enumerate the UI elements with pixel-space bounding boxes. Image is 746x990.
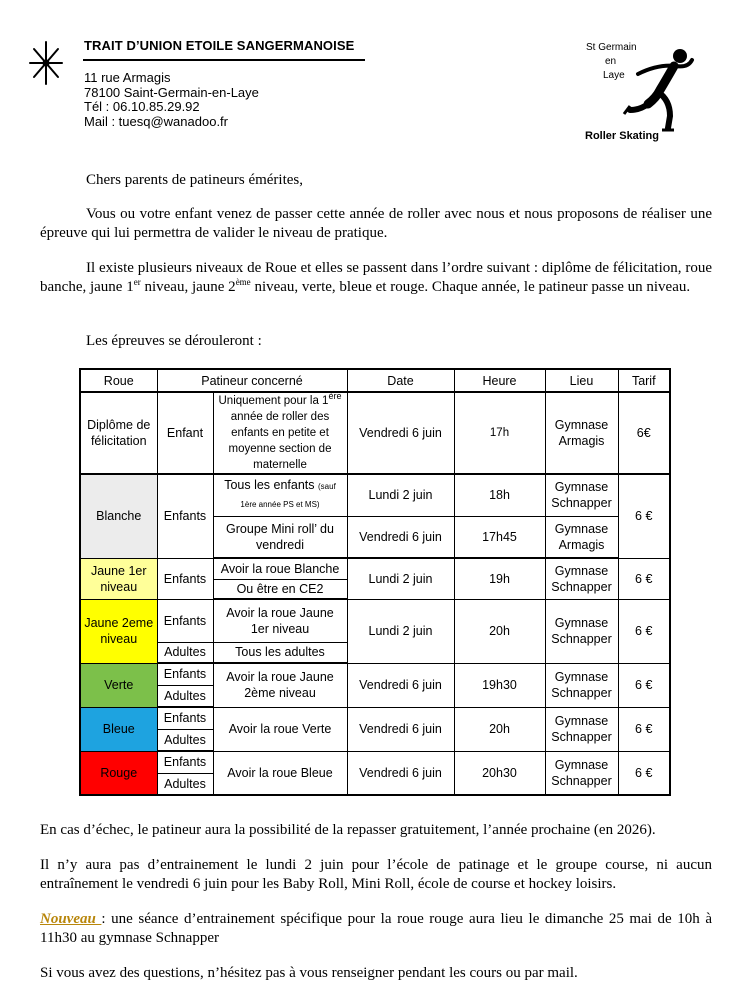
- roue-cell: Blanche: [80, 474, 157, 558]
- heure-cell: 19h30: [454, 663, 545, 707]
- roue-cell: Rouge: [80, 751, 157, 795]
- header-divider: [83, 59, 365, 61]
- club-logo: [578, 38, 698, 148]
- logo-text-line1: St Germain: [586, 42, 637, 53]
- tarif-cell: 6 €: [618, 751, 670, 795]
- heure-cell: 19h: [454, 558, 545, 599]
- patineur-cell: Enfants: [157, 558, 213, 599]
- nouveau-label: Nouveau: [40, 911, 102, 927]
- nouveau-paragraph: Nouveau : une séance d’entrainement spécifique pour la roue rouge aura lieu le dimanche 25 mai de 10h à 11h30 au gymnase Schnapper: [40, 911, 712, 946]
- header-roue: Roue: [80, 369, 157, 392]
- logo-text-line3: Laye: [603, 70, 625, 81]
- date-cell: Vendredi 6 juin: [347, 751, 454, 795]
- greeting: Chers parents de patineurs émérites,: [86, 172, 304, 188]
- tarif-cell: 6 €: [618, 558, 670, 599]
- condition-cell: Avoir la roue Bleue: [213, 751, 347, 795]
- training-paragraph: Il n’y aura pas d’entrainement le lundi 2 juin pour l’école de patinage et le groupe course, ni aucun entraînement le vendredi 6 juin pour les Baby Roll, Mini Roll, école de course et hockey loisirs.: [40, 857, 712, 892]
- date-cell: Lundi 2 juin: [347, 474, 454, 516]
- lieu-cell: Gymnase Armagis: [545, 516, 618, 558]
- star-burst-icon: [28, 40, 64, 86]
- lieu-cell: Gymnase Schnapper: [545, 663, 618, 707]
- condition-cell: Groupe Mini roll’ du vendredi: [213, 516, 347, 558]
- patineur-cell: Enfants: [157, 707, 213, 729]
- patineur-cell: Enfants: [157, 663, 213, 685]
- patineur-cell: Enfant: [157, 392, 213, 474]
- table-row: [80, 599, 670, 642]
- roller-skater-icon: [618, 44, 698, 134]
- patineur-cell: Adultes: [157, 685, 213, 707]
- condition-cell: Uniquement pour la 1ère année de roller des enfants en petite et moyenne section de maternelle: [213, 392, 347, 474]
- logo-text-line2: en: [605, 56, 617, 67]
- heure-cell: 20h: [454, 707, 545, 751]
- schedule-table: [79, 368, 671, 796]
- date-cell: Vendredi 6 juin: [347, 516, 454, 558]
- table-row: [80, 707, 670, 729]
- club-address-line1: 11 rue Armagis: [84, 70, 171, 85]
- heure-cell: 20h30: [454, 751, 545, 795]
- table-row: [80, 558, 670, 579]
- levels-paragraph: Il existe plusieurs niveaux de Roue et elles se passent dans l’ordre suivant : diplôme de félicitation, roue banche, jaune 1er niveau, jaune 2ème niveau, verte, bleue et rouge. Chaque année, le patineur passe un niveau.: [40, 260, 712, 295]
- condition-cell: Avoir la roue Jaune 2ème niveau: [213, 663, 347, 707]
- lieu-cell: Gymnase Schnapper: [545, 707, 618, 751]
- heure-cell: 17h: [454, 392, 545, 474]
- lieu-cell: Gymnase Schnapper: [545, 558, 618, 599]
- echec-paragraph: En cas d’échec, le patineur aura la possibilité de la repasser gratuitement, l’année prochaine (en 2026).: [40, 822, 656, 838]
- table-row: [80, 751, 670, 773]
- condition-cell: Avoir la roue Blanche: [213, 558, 347, 579]
- lieu-cell: Gymnase Schnapper: [545, 599, 618, 663]
- roue-cell: Jaune 1er niveau: [80, 558, 157, 599]
- date-cell: Vendredi 6 juin: [347, 707, 454, 751]
- table-row: [80, 663, 670, 685]
- club-phone: Tél : 06.10.85.29.92: [84, 99, 200, 114]
- intro-paragraph: Vous ou votre enfant venez de passer cette année de roller avec nous et nous proposons de réaliser une épreuve qui lui permettra de valider le niveau de pratique.: [40, 206, 712, 241]
- patineur-cell: Enfants: [157, 751, 213, 773]
- condition-cell: Tous les enfants (sauf 1ère année PS et MS): [213, 474, 347, 516]
- patineur-cell: Adultes: [157, 642, 213, 663]
- roue-cell: Diplôme de félicitation: [80, 392, 157, 474]
- date-cell: Vendredi 6 juin: [347, 392, 454, 474]
- date-cell: Lundi 2 juin: [347, 558, 454, 599]
- roue-cell: Verte: [80, 663, 157, 707]
- condition-cell: Avoir la roue Jaune 1er niveau: [213, 599, 347, 642]
- patineur-cell: Adultes: [157, 773, 213, 795]
- tarif-cell: 6 €: [618, 474, 670, 558]
- header-lieu: Lieu: [545, 369, 618, 392]
- schedule-intro: Les épreuves se dérouleront :: [86, 333, 262, 349]
- table-row: [80, 474, 670, 516]
- condition-cell: Tous les adultes: [213, 642, 347, 663]
- heure-cell: 20h: [454, 599, 545, 663]
- lieu-cell: Gymnase Armagis: [545, 392, 618, 474]
- header-heure: Heure: [454, 369, 545, 392]
- lieu-cell: Gymnase Schnapper: [545, 474, 618, 516]
- heure-cell: 18h: [454, 474, 545, 516]
- patineur-cell: Enfants: [157, 599, 213, 642]
- tarif-cell: 6 €: [618, 663, 670, 707]
- roue-cell: Jaune 2eme niveau: [80, 599, 157, 663]
- lieu-cell: Gymnase Schnapper: [545, 751, 618, 795]
- heure-cell: 17h45: [454, 516, 545, 558]
- roue-cell: Bleue: [80, 707, 157, 751]
- club-address-line2: 78100 Saint-Germain-en-Laye: [84, 85, 259, 100]
- table-row: [80, 392, 670, 474]
- patineur-cell: Enfants: [157, 474, 213, 558]
- header-tarif: Tarif: [618, 369, 670, 392]
- condition-cell: Ou être en CE2: [213, 579, 347, 599]
- club-mail: Mail : tuesq@wanadoo.fr: [84, 114, 228, 129]
- tarif-cell: 6 €: [618, 707, 670, 751]
- questions-paragraph: Si vous avez des questions, n’hésitez pas à vous renseigner pendant les cours ou par mail.: [40, 965, 578, 981]
- header-date: Date: [347, 369, 454, 392]
- table-header-row: [80, 369, 670, 392]
- logo-text-line4: Roller Skating: [585, 130, 659, 142]
- condition-cell: Avoir la roue Verte: [213, 707, 347, 751]
- header-patineur: Patineur concerné: [157, 369, 347, 392]
- tarif-cell: 6€: [618, 392, 670, 474]
- date-cell: Vendredi 6 juin: [347, 663, 454, 707]
- tarif-cell: 6 €: [618, 599, 670, 663]
- date-cell: Lundi 2 juin: [347, 599, 454, 663]
- club-name: TRAIT D’UNION ETOILE SANGERMANOISE: [84, 38, 355, 53]
- patineur-cell: Adultes: [157, 729, 213, 751]
